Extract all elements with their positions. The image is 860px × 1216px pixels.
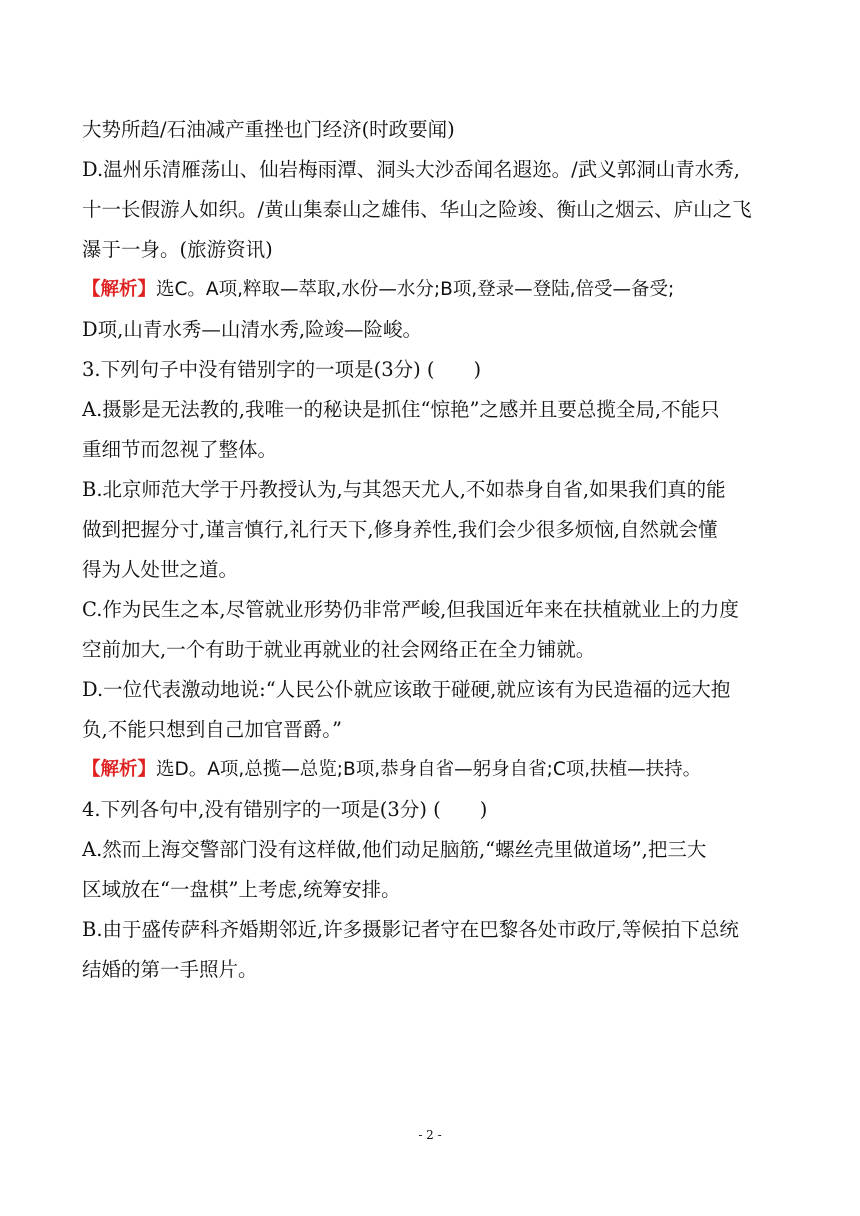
analysis-tag: 【解析】 [82, 759, 157, 780]
text-line: C.作为民生之本,尽管就业形势仍非常严峻,但我国近年来在扶植就业上的力度 [82, 598, 739, 621]
text-line: D项,山青水秀—山清水秀,险竣—险峻。 [82, 318, 423, 341]
text-line: 3.下列句子中没有错别字的一项是(3分) ( ) [82, 358, 482, 381]
text-line: 十一长假游人如织。/黄山集泰山之雄伟、华山之险竣、衡山之烟云、庐山之飞 [82, 198, 752, 221]
analysis-text: 选D。A项,总揽—总览;B项,恭身自省—躬身自省;C项,扶植—扶持。 [156, 759, 702, 780]
answer-line [82, 750, 782, 790]
text-line: 空前加大,一个有助于就业再就业的社会网络正在全力铺就。 [82, 638, 596, 661]
text-line: A.摄影是无法教的,我唯一的秘诀是抓住“惊艳”之感并且要总揽全局,不能只 [82, 398, 720, 421]
analysis-text: 选C。A项,粹取—萃取,水份—水分;B项,登录—登陆,倍受—备受; [156, 279, 675, 300]
text-line: 负,不能只想到自己加官晋爵。” [82, 718, 342, 741]
analysis-tag: 【解析】 [82, 279, 157, 300]
text-line: 做到把握分寸,谨言慎行,礼行天下,修身养性,我们会少很多烦恼,自然就会懂 [82, 518, 718, 541]
page-number: - 2 - [418, 1128, 442, 1142]
text-line: D.温州乐清雁荡山、仙岩梅雨潭、洞头大沙岙闻名遐迩。/武义郭洞山青水秀, [82, 158, 740, 181]
text-line: 大势所趋/石油减产重挫也门经济(时政要闻) [82, 118, 455, 141]
text-line: B.由于盛传萨科齐婚期邻近,许多摄影记者守在巴黎各处市政厅,等候拍下总统 [82, 918, 739, 941]
text-line: B.北京师范大学于丹教授认为,与其怨天尤人,不如恭身自省,如果我们真的能 [82, 478, 726, 501]
document-body [82, 110, 782, 990]
text-line: 4.下列各句中,没有错别字的一项是(3分) ( ) [82, 798, 488, 821]
text-line: 重细节而忽视了整体。 [82, 438, 278, 461]
text-line: A.然而上海交警部门没有这样做,他们动足脑筋,“螺丝壳里做道场”,把三大 [82, 838, 707, 861]
answer-line [82, 270, 782, 310]
text-line: D.一位代表激动地说:“人民公仆就应该敢于碰硬,就应该有为民造福的远大抱 [82, 678, 731, 701]
text-line: 得为人处世之道。 [82, 558, 239, 581]
text-line: 区域放在“一盘棋”上考虑,统筹安排。 [82, 878, 401, 901]
text-line: 结婚的第一手照片。 [82, 958, 258, 981]
text-line: 瀑于一身。(旅游资讯) [82, 238, 273, 261]
